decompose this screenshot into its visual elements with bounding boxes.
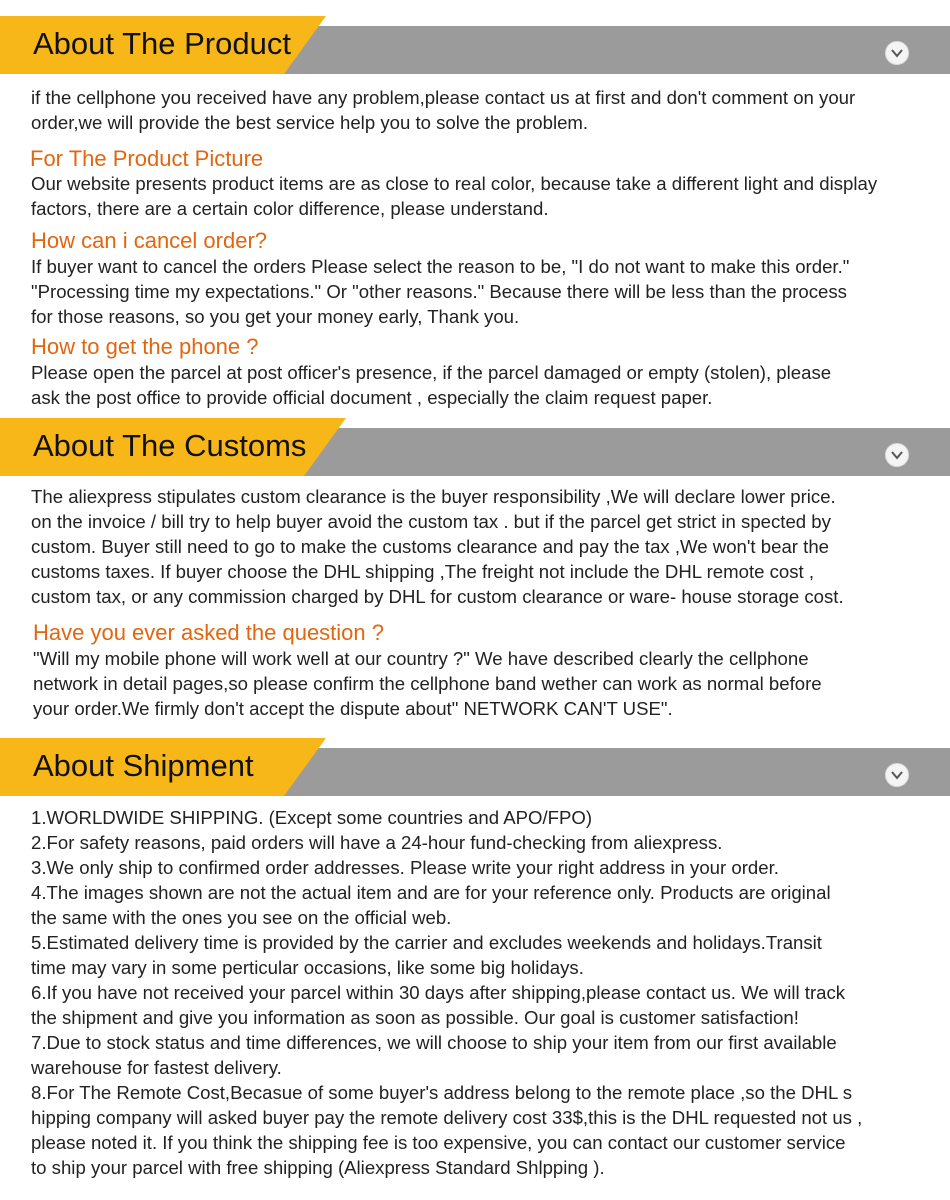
shipment-line: 8.For The Remote Cost,Becasue of some buyer's address belong to the remote place ,so the DHL s <box>31 1082 853 1103</box>
shipment-line: hipping company will asked buyer pay the remote delivery cost 33$,this is the DHL requested not us , <box>31 1107 863 1128</box>
paragraph-line: "Will my mobile phone will work well at our country ?" We have described clearly the cellphone <box>33 648 809 669</box>
paragraph-line: for those reasons, so you get your money early, Thank you. <box>31 306 520 327</box>
shipment-line: the same with the ones you see on the official web. <box>31 907 452 928</box>
shipment-line: 2.For safety reasons, paid orders will have a 24-hour fund-checking from aliexpress. <box>31 832 723 853</box>
section-title: About Shipment <box>33 748 254 783</box>
section-banner-product <box>0 16 950 74</box>
subheading-get-phone: How to get the phone ? <box>31 334 259 359</box>
section-title: About The Customs <box>33 428 307 463</box>
shipment-line: time may vary in some perticular occasions, like some big holidays. <box>31 957 584 978</box>
question-text <box>33 646 933 721</box>
shipment-line: 6.If you have not received your parcel within 30 days after shipping,please contact us. We will track <box>31 982 846 1003</box>
customs-intro <box>31 484 931 609</box>
paragraph-line: Our website presents product items are as close to real color, because take a different light and display <box>31 173 878 194</box>
paragraph-line: factors, there are a certain color difference, please understand. <box>31 198 549 219</box>
subheading-product-picture: For The Product Picture <box>30 146 264 171</box>
shipment-line: 4.The images shown are not the actual item and are for your reference only. Products are original <box>31 882 831 903</box>
paragraph-line: customs taxes. If buyer choose the DHL shipping ,The freight not include the DHL remote cost , <box>31 561 815 582</box>
get-phone-text <box>31 360 931 410</box>
shipment-line: 3.We only ship to confirmed order addresses. Please write your right address in your order. <box>31 857 779 878</box>
shipment-line: please noted it. If you think the shipping fee is too expensive, you can contact our customer service <box>31 1132 846 1153</box>
paragraph-line: ask the post office to provide official document , especially the claim request paper. <box>31 387 713 408</box>
section-title: About The Product <box>33 26 291 61</box>
section-banner-customs <box>0 418 950 476</box>
chevron-down-icon[interactable] <box>885 763 909 787</box>
shipment-line: 1.WORLDWIDE SHIPPING. (Except some countries and APO/FPO) <box>31 807 593 828</box>
chevron-down-icon[interactable] <box>885 41 909 65</box>
paragraph-line: If buyer want to cancel the orders Please select the reason to be, "I do not want to make this order." <box>31 256 850 277</box>
paragraph-line: if the cellphone you received have any problem,please contact us at first and don't comment on your <box>31 87 856 108</box>
subheading-question: Have you ever asked the question ? <box>33 620 385 645</box>
paragraph-line: order,we will provide the best service help you to solve the problem. <box>31 112 589 133</box>
shipment-list <box>31 805 931 1180</box>
paragraph-line: network in detail pages,so please confirm the cellphone band wether can work as normal before <box>33 673 822 694</box>
paragraph-line: custom. Buyer still need to go to make the customs clearance and pay the tax ,We won't bear the <box>31 536 829 557</box>
product-intro <box>31 85 931 135</box>
section-banner-shipment <box>0 738 950 796</box>
shipment-line: 5.Estimated delivery time is provided by the carrier and excludes weekends and holidays.Transit <box>31 932 822 953</box>
shipment-line: the shipment and give you information as soon as possible. Our goal is customer satisfaction! <box>31 1007 799 1028</box>
paragraph-line: custom tax, or any commission charged by DHL for custom clearance or ware- house storage cost. <box>31 586 844 607</box>
cancel-order-text <box>31 254 931 329</box>
shipment-line: 7.Due to stock status and time differences, we will choose to ship your item from our first available <box>31 1032 837 1053</box>
shipment-line: to ship your parcel with free shipping (Aliexpress Standard Shlpping ). <box>31 1157 605 1178</box>
shipment-line: warehouse for fastest delivery. <box>31 1057 282 1078</box>
paragraph-line: on the invoice / bill try to help buyer avoid the custom tax . but if the parcel get strict in spected by <box>31 511 831 532</box>
paragraph-line: your order.We firmly don't accept the dispute about" NETWORK CAN'T USE". <box>33 698 673 719</box>
chevron-down-icon[interactable] <box>885 443 909 467</box>
paragraph-line: "Processing time my expectations." Or "other reasons." Because there will be less than the process <box>31 281 847 302</box>
paragraph-line: Please open the parcel at post officer's presence, if the parcel damaged or empty (stolen), please <box>31 362 832 383</box>
product-picture-text <box>31 171 931 221</box>
paragraph-line: The aliexpress stipulates custom clearance is the buyer responsibility ,We will declare lower price. <box>31 486 836 507</box>
subheading-cancel-order: How can i cancel order? <box>31 228 268 253</box>
